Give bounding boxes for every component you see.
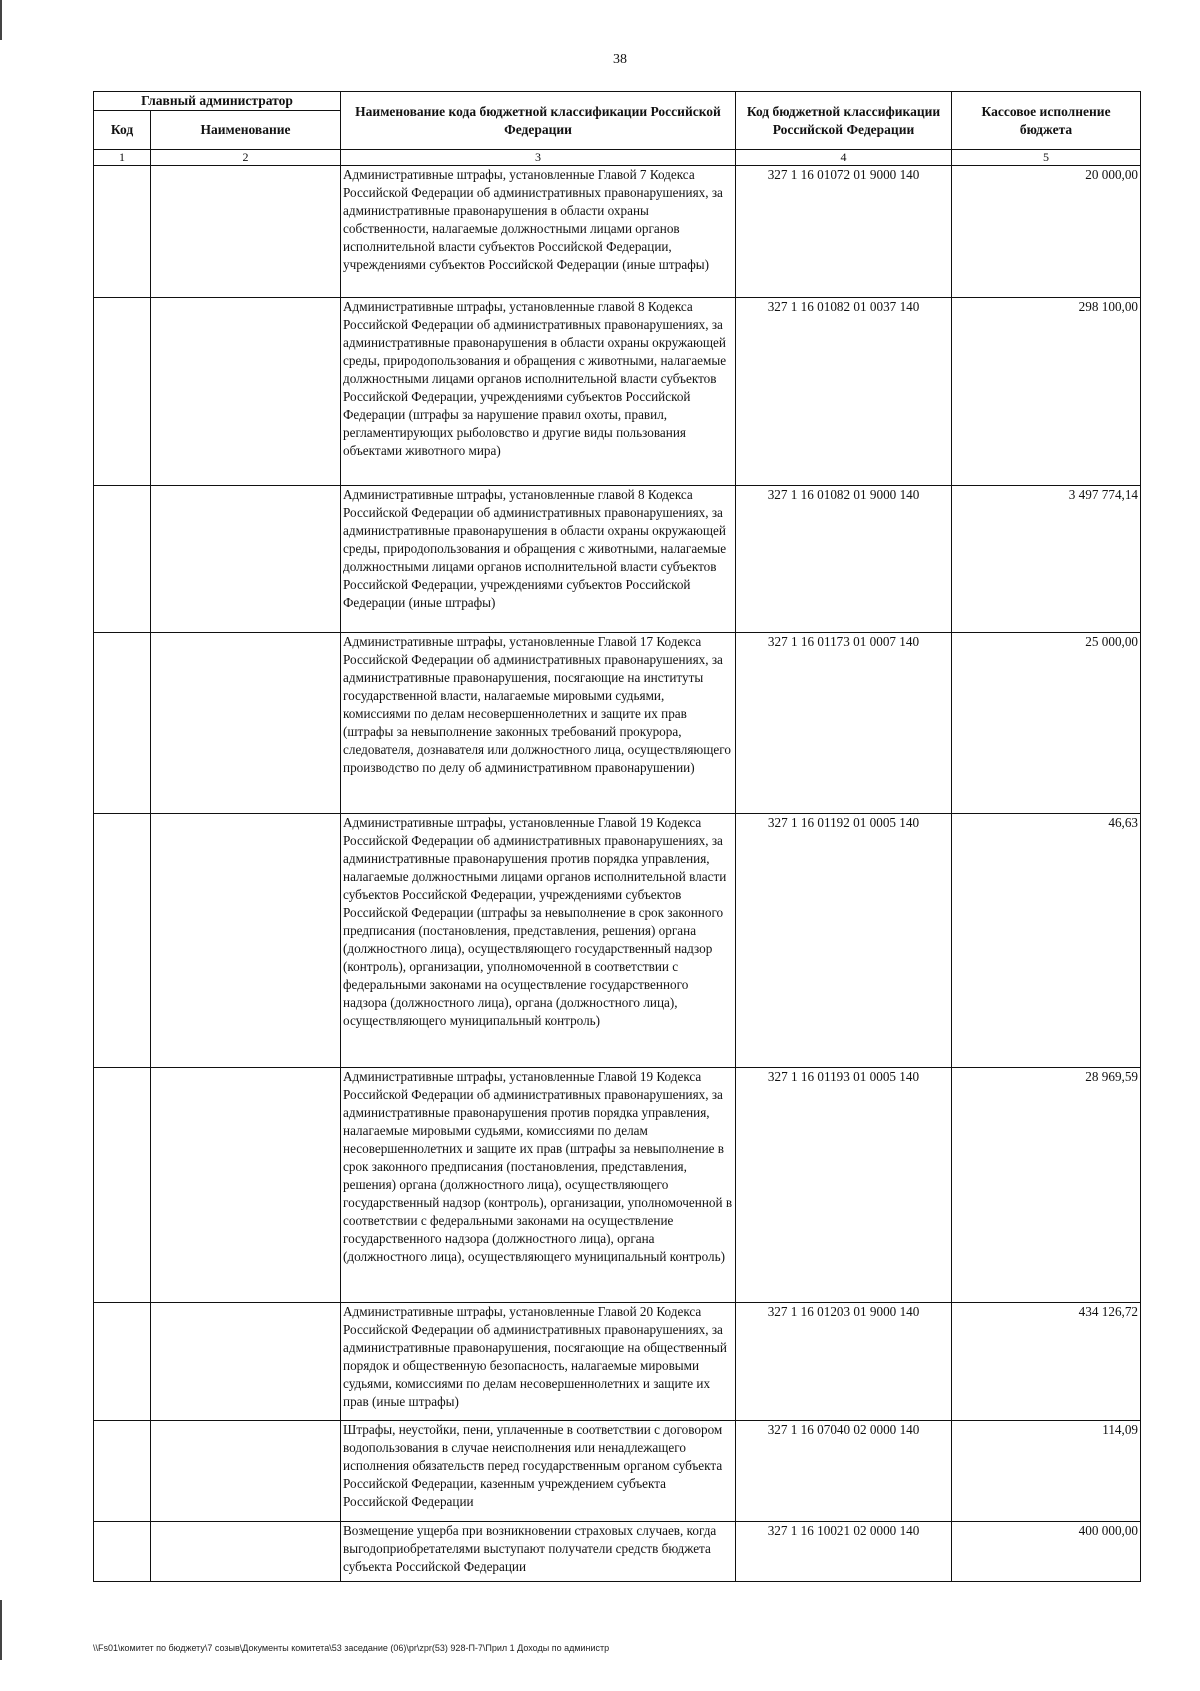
cell-bk-code: 327 1 16 01192 01 0005 140 xyxy=(736,814,952,1068)
cell-admin-name xyxy=(151,633,341,814)
cell-bk-name: Административные штрафы, установленные Главой 20 Кодекса Российской Федерации об административных правонарушениях, за административные правонарушения, посягающие на общественный порядок и общественную безопасность, налагаемые мировыми судьями, комиссиями по делам несовершеннолетних и защите их прав (иные штрафы) xyxy=(341,1303,736,1421)
column-number: 5 xyxy=(952,150,1141,166)
column-number: 4 xyxy=(736,150,952,166)
cell-admin-name xyxy=(151,1068,341,1303)
header-bk-code: Код бюджетной классификации Российской Федерации xyxy=(736,92,952,150)
table-row xyxy=(94,486,1141,633)
cell-bk-code: 327 1 16 01193 01 0005 140 xyxy=(736,1068,952,1303)
cell-bk-code: 327 1 16 01203 01 9000 140 xyxy=(736,1303,952,1421)
table-row xyxy=(94,166,1141,298)
cell-admin-code xyxy=(94,298,151,486)
cell-admin-code xyxy=(94,486,151,633)
cell-admin-code xyxy=(94,814,151,1068)
header-execution: Кассовое исполнение бюджета xyxy=(952,92,1141,150)
cell-admin-code xyxy=(94,1421,151,1522)
budget-table xyxy=(93,91,1141,1582)
cell-admin-code xyxy=(94,166,151,298)
column-number: 3 xyxy=(341,150,736,166)
table-row xyxy=(94,298,1141,486)
table-row xyxy=(94,1068,1141,1303)
page-number: 38 xyxy=(613,52,627,67)
cell-amount: 114,09 xyxy=(952,1421,1141,1522)
header-main-administrator: Главный администратор xyxy=(94,92,341,111)
cell-bk-name: Административные штрафы, установленные Главой 19 Кодекса Российской Федерации об административных правонарушениях, за административные правонарушения против порядка управления, налагаемые должностными лицами органов исполнительной власти субъектов Российской Федерации, учреждениями субъектов Российской Федерации (штрафы за невыполнение в срок законного предписания (постановления, представления, решения) органа (должностного лица), осуществляющего государственный надзор (контроль), организации, уполномоченной в соответствии с федеральными законами на осуществление государственного надзора (должностного лица), органа (должностного лица), осуществляющего муниципальный контроль) xyxy=(341,814,736,1068)
cell-bk-name: Возмещение ущерба при возникновении страховых случаев, когда выгодоприобретателями выступают получатели средств бюджета субъекта Российской Федерации xyxy=(341,1522,736,1582)
cell-admin-name xyxy=(151,1522,341,1582)
cell-amount: 3 497 774,14 xyxy=(952,486,1141,633)
cell-bk-name: Штрафы, неустойки, пени, уплаченные в соответствии с договором водопользования в случае неисполнения или ненадлежащего исполнения обязательств перед государственным органом субъекта Российской Федерации, казенным учреждением субъекта Российской Федерации xyxy=(341,1421,736,1522)
cell-amount: 400 000,00 xyxy=(952,1522,1141,1582)
cell-bk-code: 327 1 16 07040 02 0000 140 xyxy=(736,1421,952,1522)
cell-admin-code xyxy=(94,1522,151,1582)
table-row xyxy=(94,1421,1141,1522)
table-row xyxy=(94,633,1141,814)
cell-amount: 25 000,00 xyxy=(952,633,1141,814)
header-bk-name: Наименование кода бюджетной классификации Российской Федерации xyxy=(341,92,736,150)
table-row xyxy=(94,814,1141,1068)
cell-bk-name: Административные штрафы, установленные Главой 19 Кодекса Российской Федерации об административных правонарушениях, за административные правонарушения против порядка управления, налагаемые мировыми судьями, комиссиями по делам несовершеннолетних и защите их прав (штрафы за невыполнение в срок законного предписания (постановления, представления, решения) органа (должностного лица), осуществляющего государственный надзор (контроль), организации, уполномоченной в соответствии с федеральными законами на осуществление государственного надзора (должностного лица), органа (должностного лица), осуществляющего муниципальный контроль) xyxy=(341,1068,736,1303)
cell-admin-code xyxy=(94,1068,151,1303)
cell-admin-name xyxy=(151,1421,341,1522)
cell-bk-name: Административные штрафы, установленные Главой 17 Кодекса Российской Федерации об административных правонарушениях, за административные правонарушения, посягающие на институты государственной власти, налагаемые мировыми судьями, комиссиями по делам несовершеннолетних и защите их прав (штрафы за невыполнение законных требований прокурора, следователя, дознавателя или должностного лица, осуществляющего производство по делу об административном правонарушении) xyxy=(341,633,736,814)
cell-admin-name xyxy=(151,814,341,1068)
cell-admin-name xyxy=(151,298,341,486)
cell-admin-code xyxy=(94,1303,151,1421)
cell-admin-name xyxy=(151,166,341,298)
cell-bk-code: 327 1 16 10021 02 0000 140 xyxy=(736,1522,952,1582)
cell-bk-name: Административные штрафы, установленные главой 8 Кодекса Российской Федерации об административных правонарушениях, за административные правонарушения в области охраны окружающей среды, природопользования и обращения с животными, налагаемые должностными лицами органов исполнительной власти субъектов Российской Федерации, учреждениями субъектов Российской Федерации (иные штрафы) xyxy=(341,486,736,633)
cell-bk-code: 327 1 16 01082 01 9000 140 xyxy=(736,486,952,633)
scan-edge-mark xyxy=(0,1600,2,1660)
table-row xyxy=(94,1303,1141,1421)
header-code: Код xyxy=(94,111,151,150)
cell-amount: 298 100,00 xyxy=(952,298,1141,486)
cell-amount: 434 126,72 xyxy=(952,1303,1141,1421)
footer-file-path: \\Fs01\комитет по бюджету\7 созыв\Документы комитета\53 заседание (06)\pr\zpr(53) 928-П-7\Прил 1 Доходы по администр xyxy=(93,1643,610,1653)
cell-admin-name xyxy=(151,1303,341,1421)
column-number: 1 xyxy=(94,150,151,166)
cell-amount: 46,63 xyxy=(952,814,1141,1068)
cell-amount: 28 969,59 xyxy=(952,1068,1141,1303)
cell-amount: 20 000,00 xyxy=(952,166,1141,298)
scan-edge-mark xyxy=(0,0,2,40)
cell-bk-code: 327 1 16 01082 01 0037 140 xyxy=(736,298,952,486)
cell-bk-code: 327 1 16 01072 01 9000 140 xyxy=(736,166,952,298)
column-number-row xyxy=(94,150,1141,166)
cell-bk-name: Административные штрафы, установленные Главой 7 Кодекса Российской Федерации об административных правонарушениях, за административные правонарушения в области охраны собственности, налагаемые должностными лицами органов исполнительной власти субъектов Российской Федерации, учреждениями субъектов Российской Федерации (иные штрафы) xyxy=(341,166,736,298)
cell-admin-name xyxy=(151,486,341,633)
header-name: Наименование xyxy=(151,111,341,150)
cell-bk-name: Административные штрафы, установленные главой 8 Кодекса Российской Федерации об административных правонарушениях, за административные правонарушения в области охраны окружающей среды, природопользования и обращения с животными, налагаемые должностными лицами органов исполнительной власти субъектов Российской Федерации, учреждениями субъектов Российской Федерации (штрафы за нарушение правил охоты, правил, регламентирующих рыболовство и другие виды пользования объектами животного мира) xyxy=(341,298,736,486)
cell-admin-code xyxy=(94,633,151,814)
table-row xyxy=(94,1522,1141,1582)
cell-bk-code: 327 1 16 01173 01 0007 140 xyxy=(736,633,952,814)
column-number: 2 xyxy=(151,150,341,166)
